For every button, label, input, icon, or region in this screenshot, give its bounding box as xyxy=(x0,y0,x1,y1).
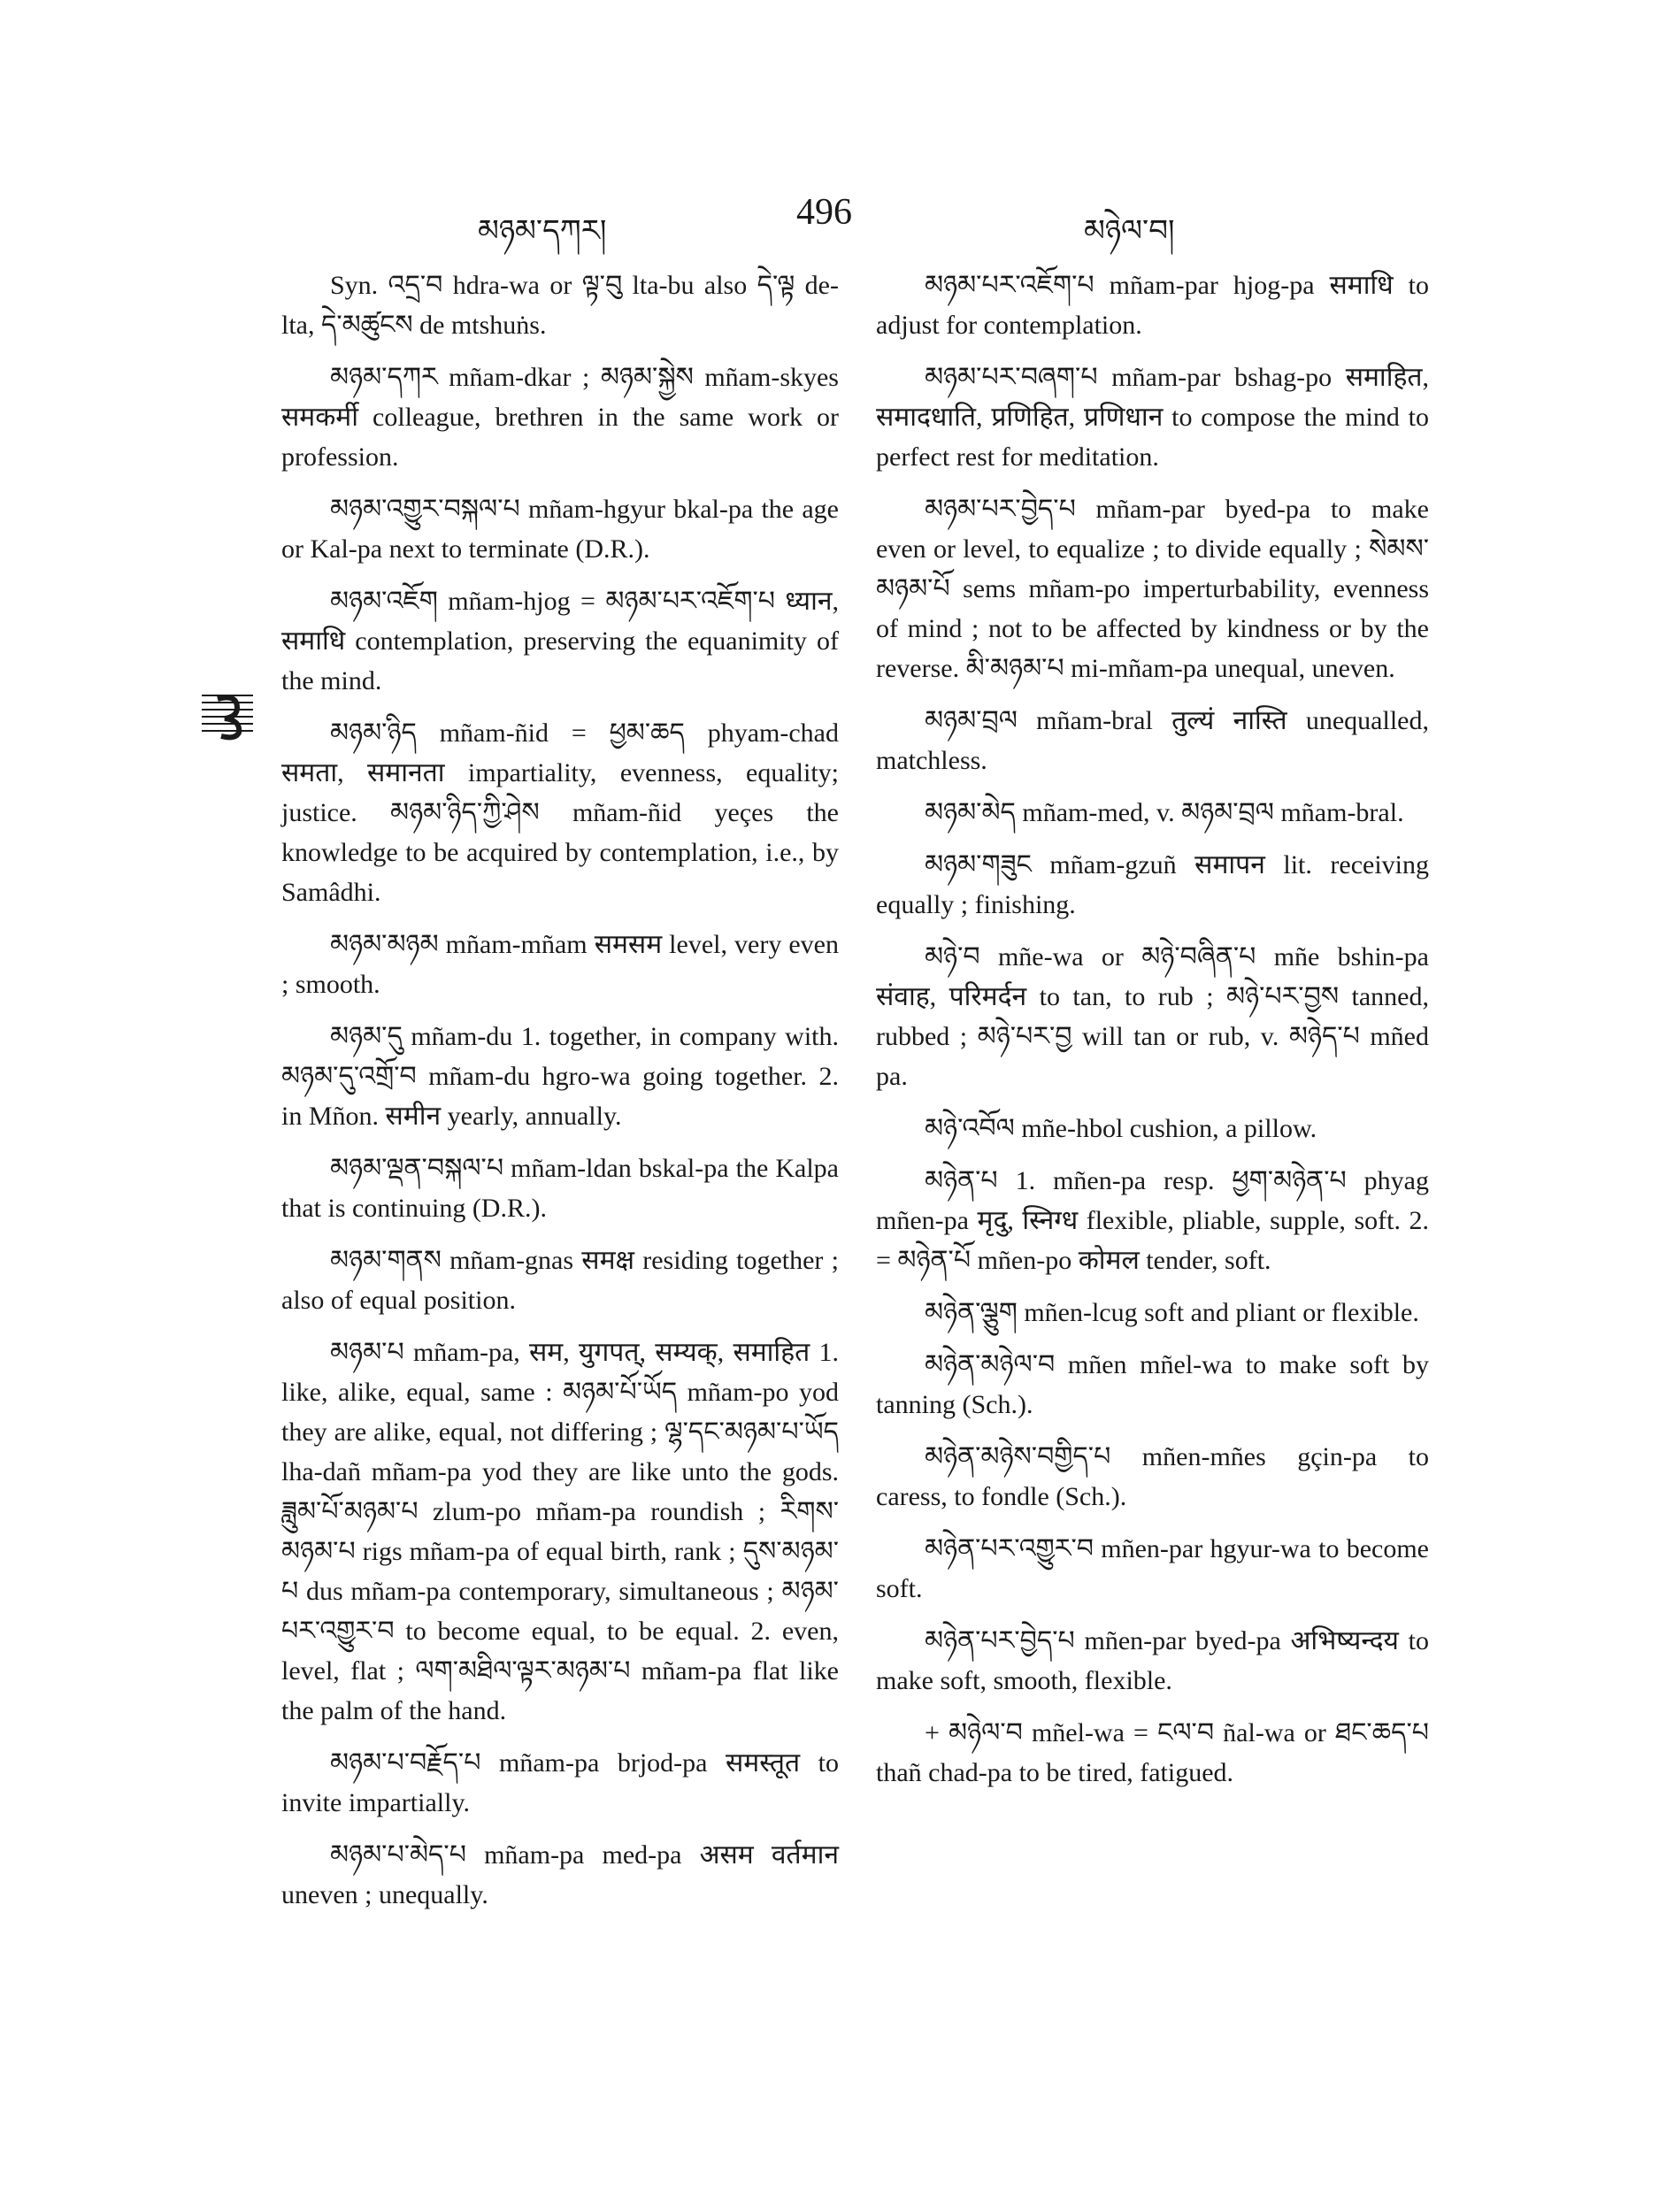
dictionary-entry: མཉེན་མཉེས་བགྱིད་པ mñen-mñes gçin-pa to caress, to fondle (Sch.). xyxy=(876,1442,1429,1511)
dictionary-entry: མཉམ་པར་བྱེད་པ mñam-par byed-pa to make even or level, to equalize ; to divide equally ; སེམས་མཉམ་པོ sems mñam-po imperturbability, evenness of mind ; not to be affected by kindness or by the reverse. མི་མཉམ་པ mi-mñam-pa unequal, uneven. xyxy=(876,495,1429,683)
page-header xyxy=(0,192,1659,250)
dictionary-entry: མཉེ་འབོལ mñe-hbol cushion, a pillow. xyxy=(925,1114,1317,1143)
dictionary-entry: མཉེ་བ mñe-wa or མཉེ་བཞིན་པ mñe bshin-pa संवाह, परिमर्दन to tan, to rub ; མཉེ་པར་བྱས tanned, rubbed ; མཉེ་པར་བྱ will tan or rub, v. མཉེད་པ mñed pa. xyxy=(876,942,1429,1091)
dictionary-entry: མཉམ་དུ mñam-du 1. together, in company with. མཉམ་དུ་འགྲོ་བ mñam-du hgro-wa going together. 2. in Mñon. समीन yearly, annually. xyxy=(281,1022,839,1131)
dictionary-entry: མཉམ་པ mñam-pa, सम, युगपत्, सम्यक्, समाहित 1. like, alike, equal, same : མཉམ་པོ་ཡོད mñam-po yod they are alike, equal, not differing ; ལྷ་དང་མཉམ་པ་ཡོད lha-dañ mñam-pa yod they are like unto the gods. ཟླུམ་པོ་མཉམ་པ zlum-po mñam-pa roundish ; རིགས་མཉམ་པ rigs mñam-pa of equal birth, rank ; དུས་མཉམ་པ dus mñam-pa contemporary, simultaneous ; མཉམ་པར་འགྱུར་བ to become equal, to be equal. 2. even, level, flat ; ལག་མཐིལ་ལྟར་མཉམ་པ mñam-pa flat like the palm of the hand. xyxy=(281,1338,839,1725)
dictionary-entry: མཉམ་དཀར mñam-dkar ; མཉམ་སྐྱེས mñam-skyes समकर्मी colleague, brethren in the same work or profession. xyxy=(281,363,839,472)
dictionary-entry: མཉམ་འཇོག mñam-hjog = མཉམ་པར་འཇོག་པ ध्यान, समाधि contemplation, preserving the equanimity of the mind. xyxy=(281,587,839,695)
running-head-left: མཉམ་དཀར། xyxy=(478,213,607,249)
dictionary-entry: མཉམ་པ་བརྗོད་པ mñam-pa brjod-pa समस्तूत to invite impartially. xyxy=(281,1748,839,1817)
margin-symbol-icon xyxy=(202,690,253,741)
dictionary-entry: མཉེན་པར་བྱེད་པ mñen-par byed-pa अभिष्यन्दय to make soft, smooth, flexible. xyxy=(876,1626,1429,1695)
dictionary-entry: མཉེན་མཉེལ་བ mñen mñel-wa to make soft by tanning (Sch.). xyxy=(876,1350,1429,1419)
dictionary-entry: Syn. འདྲ་བ hdra-wa or ལྟ་བུ lta-bu also དེ་ལྟ de-lta, དེ་མཚུངས de mtshuṅs. xyxy=(281,271,839,340)
dictionary-entry: མཉམ་གཟུང mñam-gzuñ समापन lit. receiving equally ; finishing. xyxy=(876,850,1429,919)
dictionary-entry: མཉམ་པ་མེད་པ mñam-pa med-pa असम वर्तमान uneven ; unequally. xyxy=(281,1840,839,1909)
left-column xyxy=(281,265,839,1927)
page-number: 496 xyxy=(796,192,852,233)
dictionary-entry: མཉམ་འགྱུར་བསྐལ་པ mñam-hgyur bkal-pa the age or Kal-pa next to terminate (D.R.). xyxy=(281,495,839,564)
dictionary-entry: མཉམ་པར་བཞག་པ mñam-par bshag-po समाहित, समादधाति, प्रणिहित, प्रणिधान to compose the mind to perfect rest for meditation. xyxy=(876,363,1429,472)
dictionary-entry: + མཉེལ་བ mñel-wa = ངལ་བ ñal-wa or ཐང་ཆད་པ thañ chad-pa to be tired, fatigued. xyxy=(876,1718,1429,1787)
dictionary-entry: མཉམ་མེད mñam-med, v. མཉམ་བྲལ mñam-bral. xyxy=(925,798,1404,827)
dictionary-entry: མཉམ་བྲལ mñam-bral तुल्यं नास्ति unequalled, matchless. xyxy=(876,706,1429,775)
dictionary-entry: མཉེན་པ 1. mñen-pa resp. ཕྱག་མཉེན་པ phyag mñen-pa मृदु, स्निग्ध flexible, pliable, supple, soft. 2. = མཉེན་པོ mñen-po कोमल tender, soft. xyxy=(876,1166,1429,1275)
dictionary-entry: མཉམ་ཉིད mñam-ñid = ཕྱམ་ཆད phyam-chad समता, समानता impartiality, evenness, equality; justice. མཉམ་ཉིད་ཀྱི་ཤེས mñam-ñid yeçes the knowledge to be acquired by contemplation, i.e., by Samâdhi. xyxy=(281,718,839,907)
dictionary-entry: མཉམ་མཉམ mñam-mñam समसम level, very even ; smooth. xyxy=(281,930,839,999)
dictionary-entry: མཉམ་གནས mñam-gnas समक्ष residing together ; also of equal position. xyxy=(281,1246,839,1315)
dictionary-entry: མཉམ་པར་འཇོག་པ mñam-par hjog-pa समाधि to adjust for contemplation. xyxy=(876,271,1429,340)
dictionary-entry: མཉེན་པར་འགྱུར་བ mñen-par hgyur-wa to become soft. xyxy=(876,1534,1429,1603)
dictionary-entry: མཉེན་ལྕུག mñen-lcug soft and pliant or flexible. xyxy=(925,1298,1419,1327)
dictionary-entry: མཉམ་ལྡན་བསྐལ་པ mñam-ldan bskal-pa the Kalpa that is continuing (D.R.). xyxy=(281,1154,839,1223)
right-column xyxy=(876,265,1429,1805)
running-head-right: མཉེལ་བ། xyxy=(1084,213,1175,249)
